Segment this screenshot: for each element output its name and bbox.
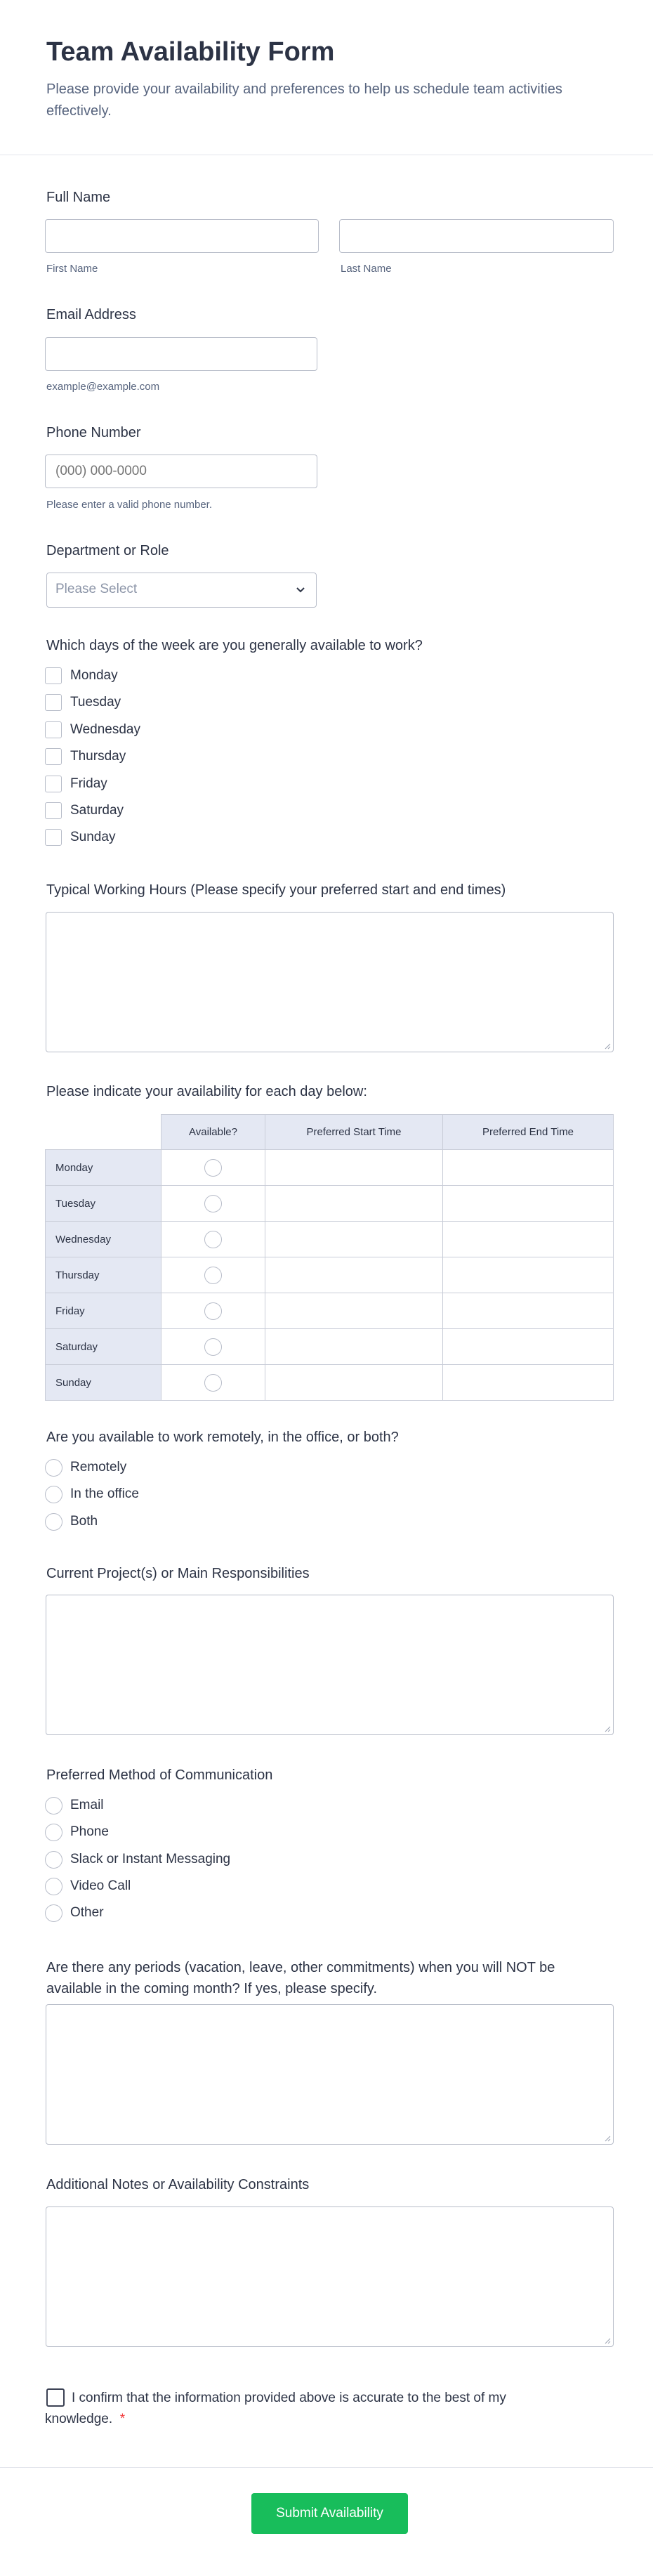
available-radio-cell[interactable] xyxy=(161,1257,265,1293)
radio[interactable] xyxy=(204,1338,222,1356)
notes-textarea[interactable] xyxy=(46,2206,614,2347)
phone-label: Phone Number xyxy=(46,425,141,440)
matrix-row xyxy=(46,1186,614,1222)
matrix-row-label: Sunday xyxy=(46,1365,161,1401)
projects-textarea[interactable] xyxy=(46,1595,614,1735)
end-time-cell[interactable] xyxy=(443,1150,614,1186)
confirm-label xyxy=(45,2388,550,2430)
last-name-sublabel: Last Name xyxy=(341,263,392,275)
available-radio-cell[interactable] xyxy=(161,1186,265,1222)
radio[interactable] xyxy=(204,1231,222,1248)
radio[interactable] xyxy=(45,1459,62,1477)
submit-button[interactable]: Submit Availability xyxy=(251,2493,408,2534)
radio[interactable] xyxy=(204,1374,222,1392)
radio[interactable] xyxy=(45,1824,62,1841)
working-hours-textarea[interactable] xyxy=(46,912,614,1052)
matrix-corner xyxy=(46,1115,161,1150)
matrix-row-label: Monday xyxy=(46,1150,161,1186)
resize-grip-icon[interactable] xyxy=(604,1042,611,1050)
end-time-cell[interactable] xyxy=(443,1329,614,1365)
confirm-text: I confirm that the information provided above is accurate to the best of my knowledge. xyxy=(45,2391,506,2426)
radio[interactable] xyxy=(45,1513,62,1531)
radio[interactable] xyxy=(204,1195,222,1212)
checkbox[interactable] xyxy=(45,748,62,765)
available-radio-cell[interactable] xyxy=(161,1293,265,1329)
working-hours-label: Typical Working Hours (Please specify your preferred start and end times) xyxy=(46,882,506,898)
available-radio-cell[interactable] xyxy=(161,1222,265,1257)
start-time-cell[interactable] xyxy=(265,1186,443,1222)
projects-label: Current Project(s) or Main Responsibilities xyxy=(46,1566,310,1581)
available-radio-cell[interactable] xyxy=(161,1329,265,1365)
location-label: Are you available to work remotely, in the office, or both? xyxy=(46,1430,399,1445)
availability-matrix xyxy=(45,1114,614,1401)
matrix-label: Please indicate your availability for each day below: xyxy=(46,1084,367,1099)
radio[interactable] xyxy=(204,1267,222,1284)
email-label: Email Address xyxy=(46,307,136,322)
notes-label: Additional Notes or Availability Constraints xyxy=(46,2177,310,2192)
department-label: Department or Role xyxy=(46,543,169,558)
email-input[interactable] xyxy=(45,337,317,371)
email-sublabel: example@example.com xyxy=(46,381,160,393)
full-name-label: Full Name xyxy=(46,190,111,205)
page-subtitle: Please provide your availability and preferences to help us schedule team activities effectively. xyxy=(46,81,562,119)
radio[interactable] xyxy=(45,1797,62,1815)
matrix-row xyxy=(46,1329,614,1365)
department-select[interactable] xyxy=(46,573,317,608)
matrix-row-label: Wednesday xyxy=(46,1222,161,1257)
start-time-cell[interactable] xyxy=(265,1257,443,1293)
phone-input[interactable] xyxy=(45,455,317,488)
chevron-down-icon xyxy=(295,584,306,595)
radio[interactable] xyxy=(45,1904,62,1922)
checkbox[interactable] xyxy=(45,694,62,711)
start-time-cell[interactable] xyxy=(265,1150,443,1186)
available-radio-cell[interactable] xyxy=(161,1150,265,1186)
start-time-cell[interactable] xyxy=(265,1293,443,1329)
unavailable-label: Are there any periods (vacation, leave, other commitments) when you will NOT be available in the coming month? If yes, please specify. xyxy=(46,1960,555,1996)
matrix-row-label: Thursday xyxy=(46,1257,161,1293)
resize-grip-icon[interactable] xyxy=(604,2135,611,2142)
first-name-sublabel: First Name xyxy=(46,263,98,275)
checkbox[interactable] xyxy=(45,802,62,819)
matrix-row-label: Friday xyxy=(46,1293,161,1329)
page-title: Team Availability Form xyxy=(46,37,335,67)
radio[interactable] xyxy=(204,1302,222,1320)
matrix-row-label: Tuesday xyxy=(46,1186,161,1222)
checkbox[interactable] xyxy=(45,667,62,684)
start-time-cell[interactable] xyxy=(265,1222,443,1257)
end-time-cell[interactable] xyxy=(443,1222,614,1257)
required-asterisk: * xyxy=(119,2412,126,2426)
days-label: Which days of the week are you generally available to work? xyxy=(46,638,423,653)
unavailable-textarea[interactable] xyxy=(46,2004,614,2145)
radio[interactable] xyxy=(45,1878,62,1895)
matrix-row xyxy=(46,1150,614,1186)
matrix-col-available: Available? xyxy=(161,1115,265,1150)
resize-grip-icon[interactable] xyxy=(604,1725,611,1732)
matrix-row xyxy=(46,1222,614,1257)
first-name-input[interactable] xyxy=(45,219,319,253)
matrix-col-start: Preferred Start Time xyxy=(265,1115,443,1150)
matrix-row xyxy=(46,1365,614,1401)
checkbox[interactable] xyxy=(45,721,62,738)
radio[interactable] xyxy=(45,1486,62,1503)
start-time-cell[interactable] xyxy=(265,1329,443,1365)
start-time-cell[interactable] xyxy=(265,1365,443,1401)
radio[interactable] xyxy=(45,1851,62,1869)
available-radio-cell[interactable] xyxy=(161,1365,265,1401)
matrix-row-label: Saturday xyxy=(46,1329,161,1365)
department-placeholder: Please Select xyxy=(55,582,138,596)
end-time-cell[interactable] xyxy=(443,1293,614,1329)
end-time-cell[interactable] xyxy=(443,1257,614,1293)
communication-label: Preferred Method of Communication xyxy=(46,1767,273,1783)
form-header xyxy=(0,0,653,155)
last-name-input[interactable] xyxy=(339,219,614,253)
radio[interactable] xyxy=(204,1159,222,1177)
resize-grip-icon[interactable] xyxy=(604,2337,611,2344)
end-time-cell[interactable] xyxy=(443,1186,614,1222)
checkbox[interactable] xyxy=(45,829,62,846)
matrix-row xyxy=(46,1257,614,1293)
matrix-col-end: Preferred End Time xyxy=(443,1115,614,1150)
end-time-cell[interactable] xyxy=(443,1365,614,1401)
footer-divider xyxy=(0,2467,653,2468)
checkbox[interactable] xyxy=(45,776,62,792)
phone-sublabel: Please enter a valid phone number. xyxy=(46,499,212,511)
matrix-row xyxy=(46,1293,614,1329)
